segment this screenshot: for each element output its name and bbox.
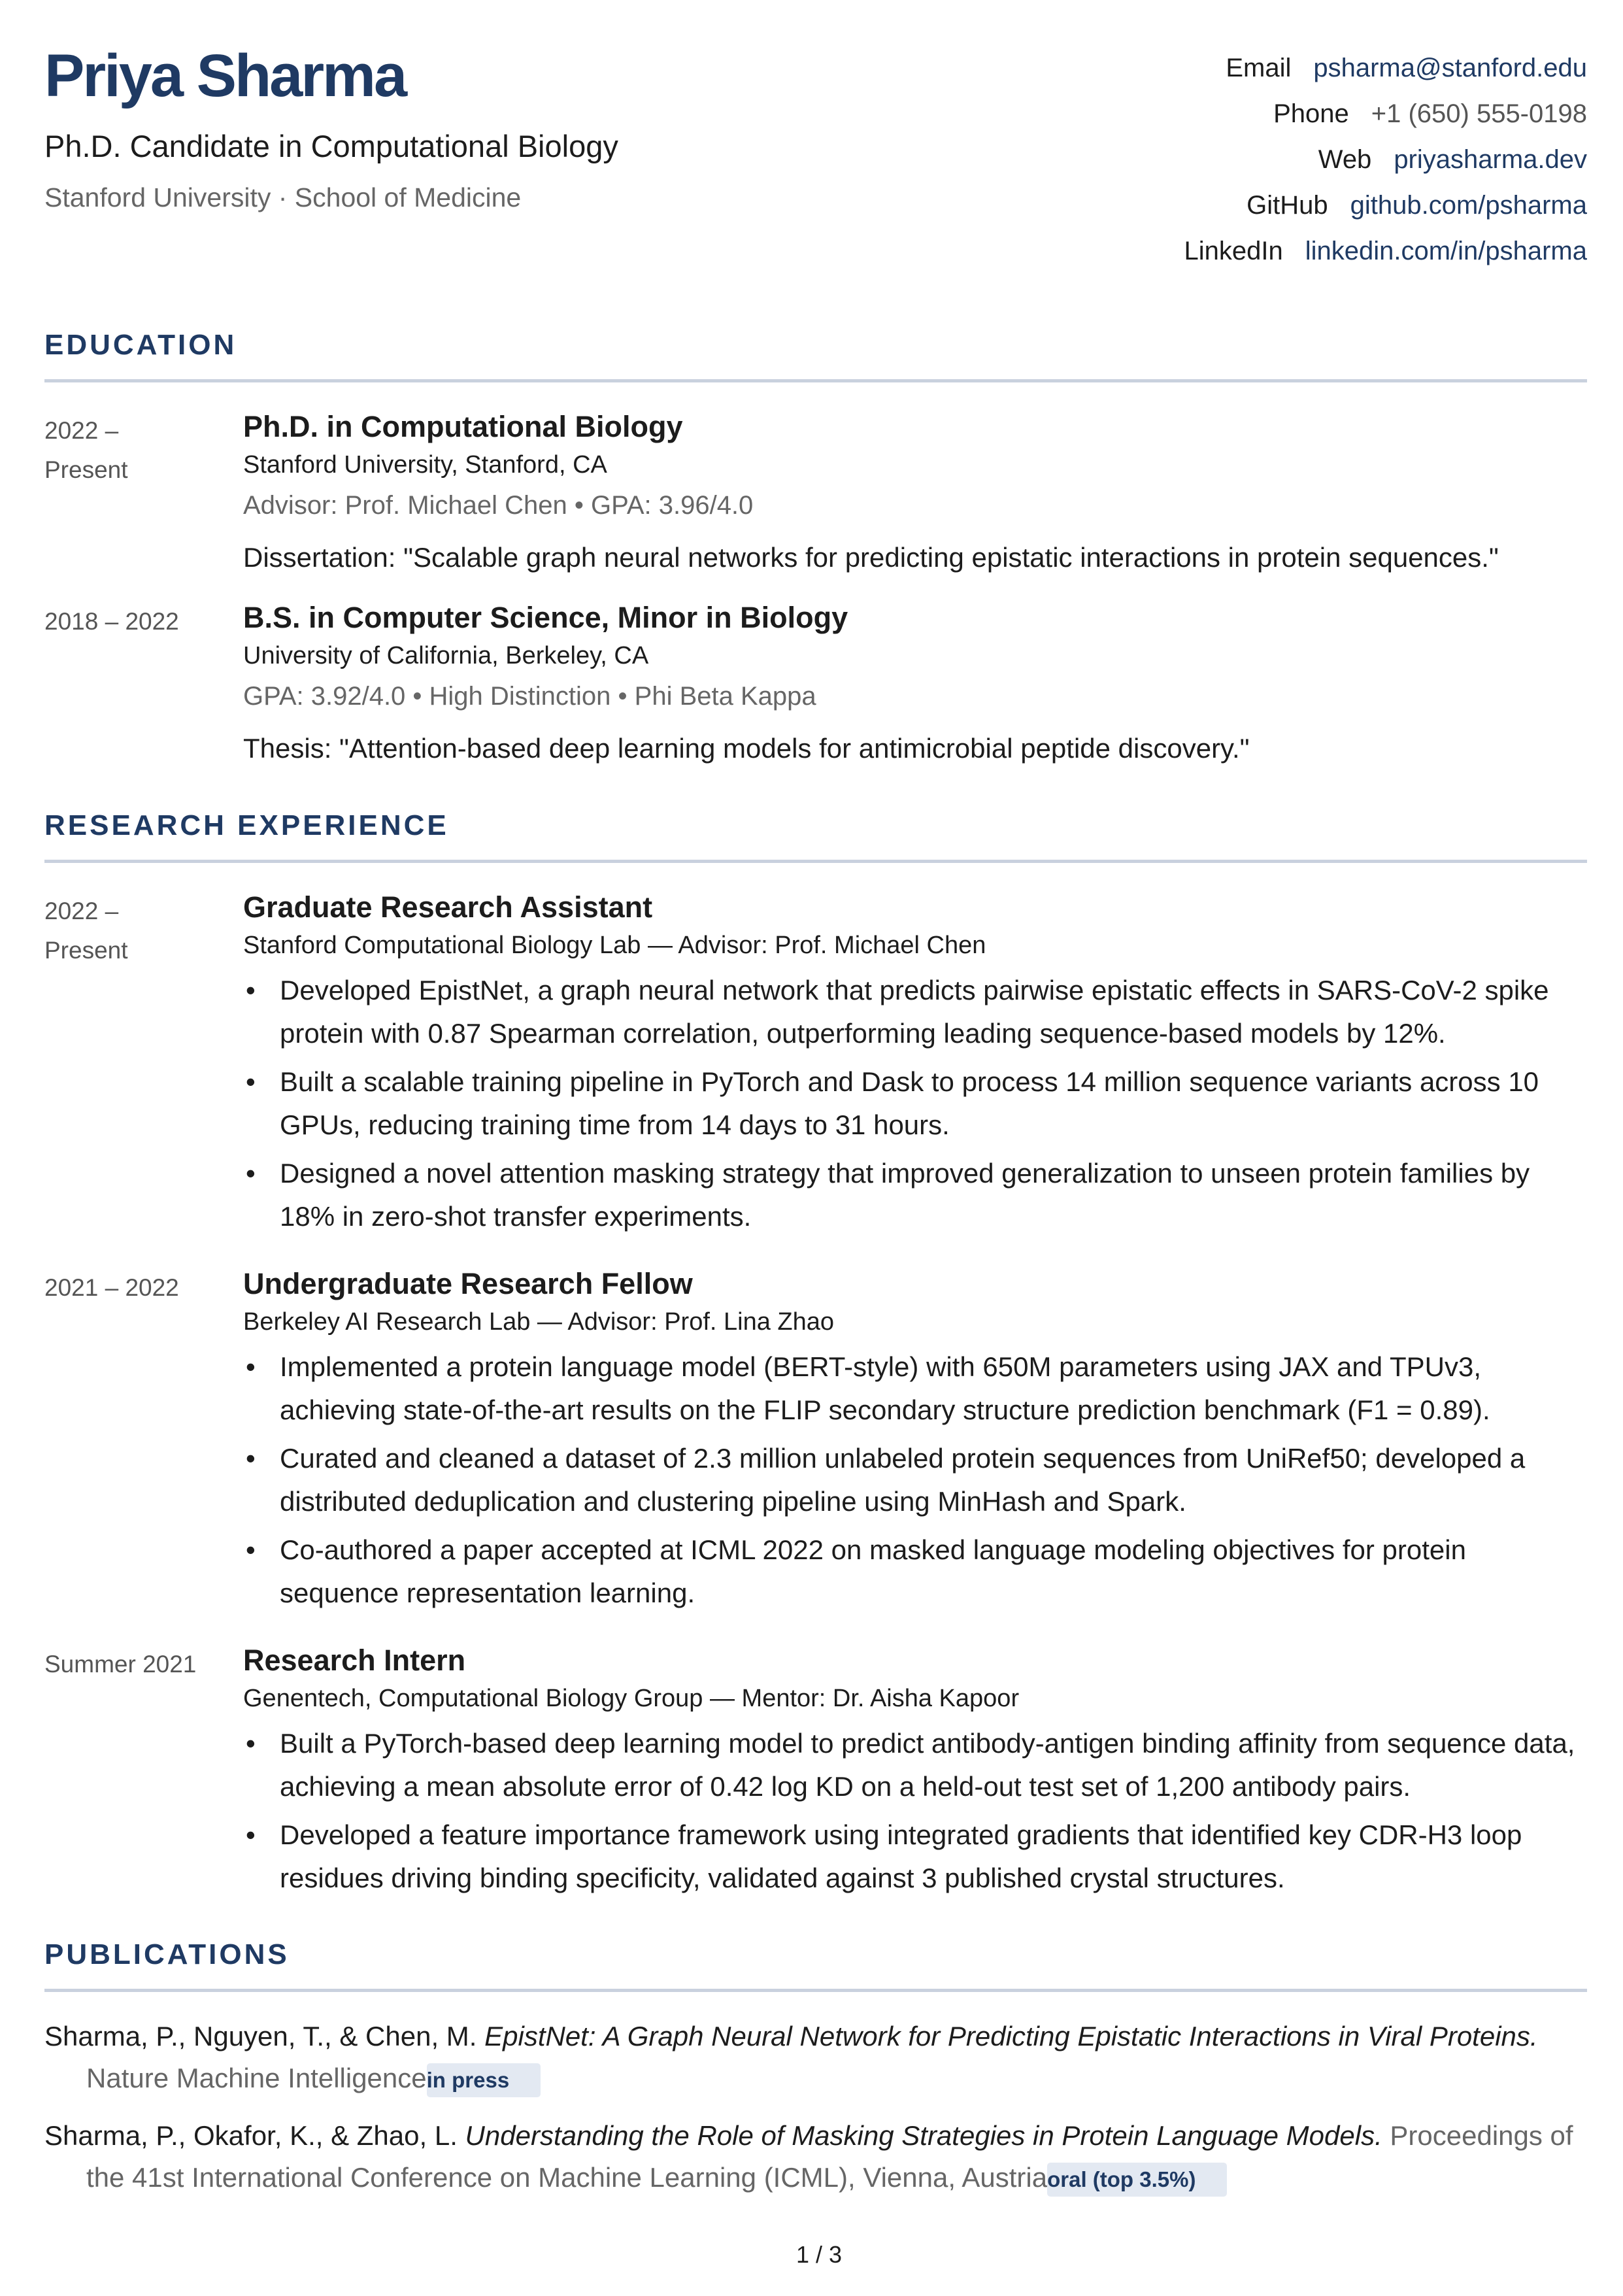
list-item: • Co-authored a paper accepted at ICML 2022 on masked language modeling objectives for protein sequence representation learning. (280, 1528, 1587, 1615)
entry-date (44, 602, 221, 641)
list-item: • Curated and cleaned a dataset of 2.3 million unlabeled protein sequences from UniRef50; developed a distributed deduplication and clustering pipeline using MinHash and Spark. (280, 1437, 1587, 1523)
contact-linkedin (1184, 233, 1587, 279)
linkedin-link[interactable]: linkedin.com/in/psharma (1305, 237, 1587, 265)
contact-web (1184, 141, 1587, 187)
section-title: PUBLICATIONS (44, 1940, 1587, 1992)
section-title: EDUCATION (44, 331, 1587, 382)
resume-page (44, 0, 1587, 2199)
publication-venue: Nature Machine Intelligence (86, 2063, 427, 2093)
publication-title: EpistNet: A Graph Neural Network for Predicting Epistatic Interactions in Viral Proteins. (484, 2021, 1538, 2051)
email-link[interactable]: psharma@stanford.edu (1313, 54, 1587, 82)
thesis-note: Thesis: "Attention-based deep learning models for antimicrobial peptide discovery." (243, 733, 1250, 764)
role-title: Research Intern (243, 1644, 466, 1677)
publications-section (44, 1940, 1587, 2199)
section-title: RESEARCH EXPERIENCE (44, 811, 1587, 863)
candidate-name: Priya Sharma (44, 42, 406, 109)
contact-label: Email (1226, 54, 1292, 82)
contact-label: LinkedIn (1184, 237, 1283, 265)
website-link[interactable]: priyasharma.dev (1394, 145, 1587, 174)
entry-date (44, 1645, 221, 1684)
achievement-list (243, 969, 1587, 1238)
degree-title: B.S. in Computer Science, Minor in Biology (243, 601, 848, 634)
date-start: 2022 – (44, 898, 119, 924)
publication-authors: Sharma, P., Nguyen, T., & Chen, M. (44, 2021, 485, 2051)
candidate-affiliation: Stanford University · School of Medicine (44, 182, 522, 212)
degree-title: Ph.D. in Computational Biology (243, 410, 683, 443)
education-section (44, 331, 1587, 768)
entry-date (44, 892, 221, 970)
date-start: 2022 – (44, 417, 119, 444)
date-range: 2021 – 2022 (44, 1274, 179, 1301)
experience-entry (44, 889, 1587, 1238)
dissertation-note: Dissertation: "Scalable graph neural networks for predicting epistatic interactions in protein sequences." (243, 542, 1499, 573)
page-number: 1 / 3 (796, 2241, 843, 2268)
list-item: • Designed a novel attention masking strategy that improved generalization to unseen protein families by 18% in zero-shot transfer experiments. (280, 1152, 1587, 1238)
date-end: Present (44, 937, 128, 964)
research-section (44, 811, 1587, 1900)
experience-entry (44, 1266, 1587, 1615)
institution: Stanford University, Stanford, CA (243, 451, 607, 479)
achievement-list (243, 1722, 1587, 1900)
resume-header (44, 0, 1587, 281)
contact-block (1184, 50, 1587, 279)
education-entry (44, 599, 1587, 768)
contact-github (1184, 187, 1587, 233)
list-item: • Implemented a protein language model (BERT-style) with 650M parameters using JAX and TPUv3, achieving state-of-the-art results on the FLIP secondary structure prediction benchmark (F1 = 0.89). (280, 1345, 1587, 1432)
date-end: Present (44, 456, 128, 483)
entry-date (44, 1268, 221, 1308)
education-meta: GPA: 3.92/4.0 • High Distinction • Phi Beta Kappa (243, 682, 816, 711)
contact-email (1184, 50, 1587, 95)
entry-date (44, 411, 221, 490)
status-badge: in press (427, 2063, 541, 2097)
date-range: 2018 – 2022 (44, 608, 179, 635)
phone-value: +1 (650) 555-0198 (1371, 99, 1587, 128)
date-range: Summer 2021 (44, 1651, 197, 1678)
role-organization: Berkeley AI Research Lab — Advisor: Prof. Lina Zhao (243, 1308, 835, 1336)
role-organization: Stanford Computational Biology Lab — Advisor: Prof. Michael Chen (243, 932, 986, 959)
contact-label: GitHub (1247, 191, 1328, 220)
github-link[interactable]: github.com/psharma (1350, 191, 1587, 220)
role-title: Undergraduate Research Fellow (243, 1267, 693, 1300)
contact-label: Phone (1273, 99, 1349, 128)
publication-authors: Sharma, P., Okafor, K., & Zhao, L. (44, 2120, 465, 2151)
contact-phone (1184, 95, 1587, 141)
experience-entry (44, 1642, 1587, 1900)
contact-label: Web (1318, 145, 1372, 174)
publication-title: Understanding the Role of Masking Strategies in Protein Language Models. (465, 2120, 1382, 2151)
candidate-title: Ph.D. Candidate in Computational Biology (44, 129, 618, 163)
list-item: • Developed EpistNet, a graph neural network that predicts pairwise epistatic effects in SARS-CoV-2 spike protein with 0.87 Spearman correlation, outperforming leading sequence-based models by 12%. (280, 969, 1587, 1055)
publication-item (44, 2115, 1587, 2199)
publication-venue: Proceedings of the 41st International Conference on Machine Learning (ICML), Vienna, Austria (86, 2120, 1573, 2193)
role-title: Graduate Research Assistant (243, 890, 653, 924)
list-item: • Built a scalable training pipeline in PyTorch and Dask to process 14 million sequence variants across 10 GPUs, reducing training time from 14 days to 31 hours. (280, 1060, 1587, 1147)
list-item: • Developed a feature importance framework using integrated gradients that identified key CDR-H3 loop residues driving binding specificity, validated against 3 published crystal structures. (280, 1814, 1587, 1900)
education-meta: Advisor: Prof. Michael Chen • GPA: 3.96/4.0 (243, 491, 754, 520)
role-organization: Genentech, Computational Biology Group — Mentor: Dr. Aisha Kapoor (243, 1685, 1020, 1712)
achievement-list (243, 1345, 1587, 1615)
institution: University of California, Berkeley, CA (243, 642, 649, 669)
list-item: • Built a PyTorch-based deep learning model to predict antibody-antigen binding affinity from sequence data, achieving a mean absolute error of 0.42 log KD on a held-out test set of 1,200 antibody pairs. (280, 1722, 1587, 1808)
status-badge: oral (top 3.5%) (1047, 2163, 1227, 2197)
publication-item (44, 2016, 1587, 2099)
education-entry (44, 409, 1587, 577)
